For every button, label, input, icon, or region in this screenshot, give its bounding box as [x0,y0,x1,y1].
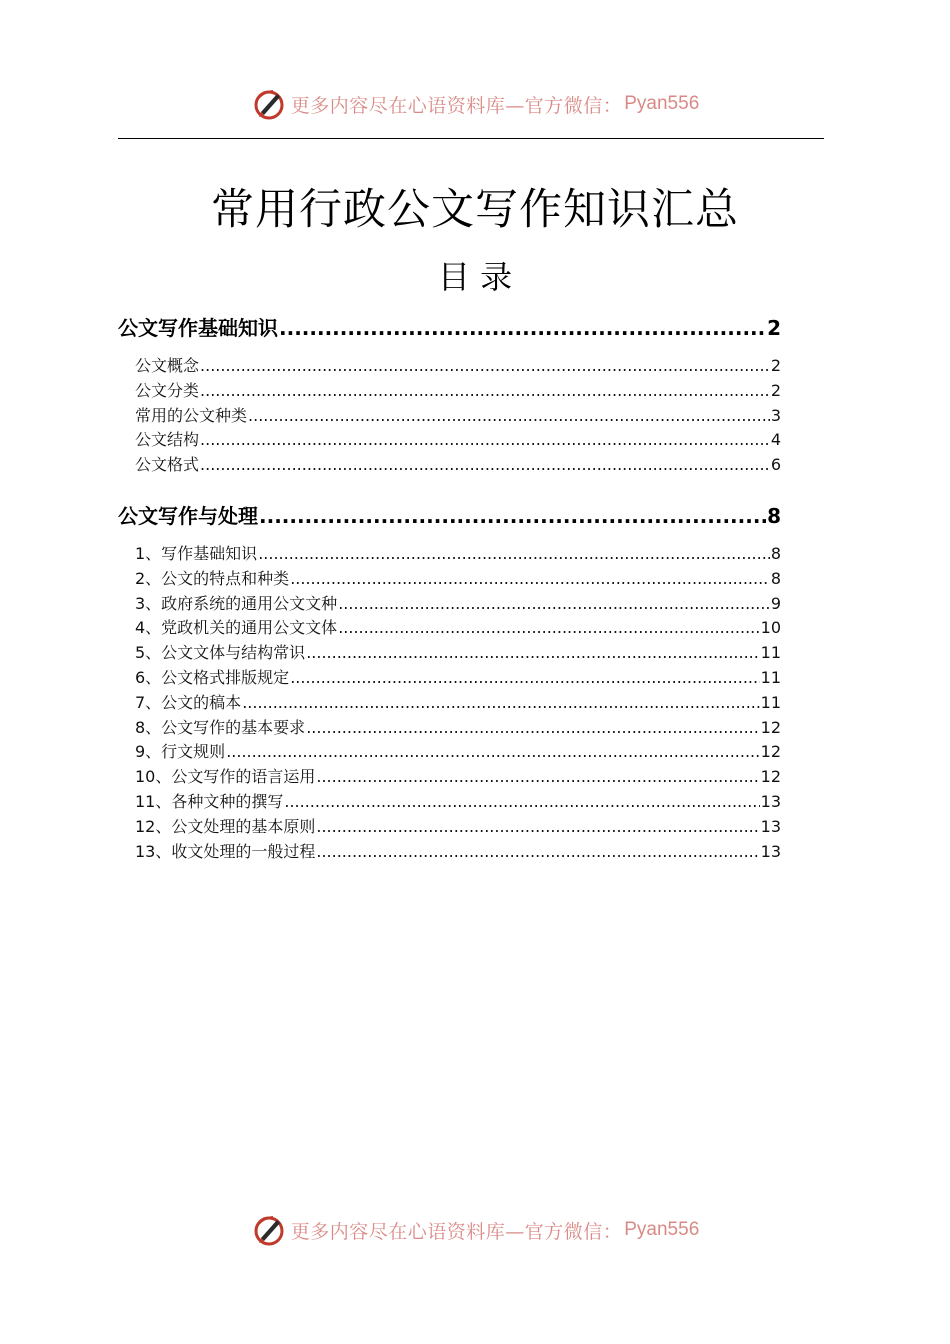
toc-leader-dots [306,641,759,666]
toc-entry-level2[interactable] [118,616,781,641]
toc-entry-label: 4、党政机关的通用公文文体 [135,618,338,638]
toc-entry-label: 9、行文规则 [135,742,226,762]
toc-entry-label: 6、公文格式排版规定 [135,667,290,687]
toc-page-number: 11 [760,692,781,712]
header-rule [118,138,824,139]
toc-entry-label: 8、公文写作的基本要求 [135,717,306,737]
toc-entry-level2[interactable] [118,815,781,840]
toc-entry-label: 公文格式 [135,455,200,475]
header-banner [0,84,950,124]
banner-text: 更多内容尽在心语资料库—官方微信： [290,94,623,117]
toc-page-number: 13 [760,816,781,836]
pen-logo-icon [251,1212,287,1248]
toc-entry-label: 5、公文文体与结构常识 [135,643,306,663]
toc-leader-dots [284,790,759,815]
toc-page-number: 2 [767,316,781,340]
banner-text: 更多内容尽在心语资料库—官方微信： [290,1220,623,1243]
toc-leader-dots [200,428,770,453]
toc-entry-level2[interactable] [118,790,781,815]
toc-entry-label: 公文分类 [135,380,200,400]
toc-entry-label: 公文写作基础知识 [118,316,278,340]
toc-page-number: 4 [770,430,781,450]
toc-section [118,312,781,478]
toc-leader-dots [200,453,770,478]
toc-page-number: 8 [767,503,781,528]
toc-entry-level2[interactable] [118,666,781,691]
toc-leader-dots [290,567,770,592]
wechat-id: Pyan556 [624,93,700,114]
toc-entry-label: 公文结构 [135,430,200,450]
toc-page-number: 2 [770,380,781,400]
toc-page-number: 12 [760,717,781,737]
toc-page-number: 8 [770,568,781,588]
toc-page-number: 12 [760,767,781,787]
toc-leader-dots [242,691,759,716]
toc-page-number: 2 [770,356,781,375]
toc-leader-dots [248,404,770,429]
toc-entry-label: 11、各种文种的撰写 [135,791,284,811]
toc-page-number: 8 [770,543,781,563]
toc-entry-label: 公文写作与处理 [118,503,258,528]
toc-entry-label: 常用的公文种类 [135,405,248,425]
toc-entry-label: 公文概念 [135,356,200,375]
toc-entry-label: 13、收文处理的一般过程 [135,841,316,861]
toc-leader-dots [316,815,759,840]
toc-page-number: 12 [760,742,781,762]
toc-entry-level1[interactable] [118,500,781,532]
toc-page-number: 11 [760,643,781,663]
toc-leader-dots [279,312,766,344]
toc-leader-dots [290,666,759,691]
toc-entry-level2[interactable] [118,765,781,790]
toc-leader-dots [226,740,759,765]
toc-entry-level2[interactable] [118,716,781,741]
toc-leader-dots [316,840,759,865]
toc-leader-dots [316,765,759,790]
toc-entry-level2[interactable] [118,691,781,716]
toc-leader-dots [200,354,770,379]
toc-page-number: 13 [760,791,781,811]
toc-entry-level1[interactable] [118,312,781,344]
toc-page-number: 9 [770,593,781,613]
toc-entry-level2[interactable] [118,840,781,865]
toc-entry-level2[interactable] [118,404,781,429]
toc-leader-dots [200,379,770,404]
toc-entry-level2[interactable] [118,592,781,617]
toc-entry-level2[interactable] [118,567,781,592]
toc-page-number: 6 [770,455,781,475]
toc-entry-label: 3、政府系统的通用公文文种 [135,593,338,613]
toc-entry-level2[interactable] [118,542,781,567]
toc-entry-level2[interactable] [118,641,781,666]
toc-leader-dots [338,616,759,641]
toc-leader-dots [259,500,766,532]
toc-entry-label: 2、公文的特点和种类 [135,568,290,588]
table-of-contents [118,312,781,886]
toc-entry-label: 7、公文的稿本 [135,692,242,712]
footer-banner [0,1210,950,1250]
document-title: 常用行政公文写作知识汇总 [211,185,739,235]
toc-leader-dots [258,542,770,567]
toc-leader-dots [338,592,770,617]
toc-entry-label: 12、公文处理的基本原则 [135,816,316,836]
toc-entry-level2[interactable] [118,354,781,379]
toc-page-number: 11 [760,667,781,687]
toc-entry-level2[interactable] [118,379,781,404]
toc-heading: 目 录 [437,258,513,296]
toc-entry-level2[interactable] [118,453,781,478]
toc-page-number: 3 [770,405,781,425]
toc-entry-level2[interactable] [118,740,781,765]
toc-leader-dots [306,716,759,741]
toc-entry-label: 10、公文写作的语言运用 [135,767,316,787]
wechat-id: Pyan556 [624,1219,700,1240]
toc-entry-label: 1、写作基础知识 [135,543,258,563]
toc-page-number: 13 [760,841,781,861]
pen-logo-icon [251,86,287,122]
toc-section [118,500,781,864]
toc-page-number: 10 [760,618,781,638]
toc-entry-level2[interactable] [118,428,781,453]
